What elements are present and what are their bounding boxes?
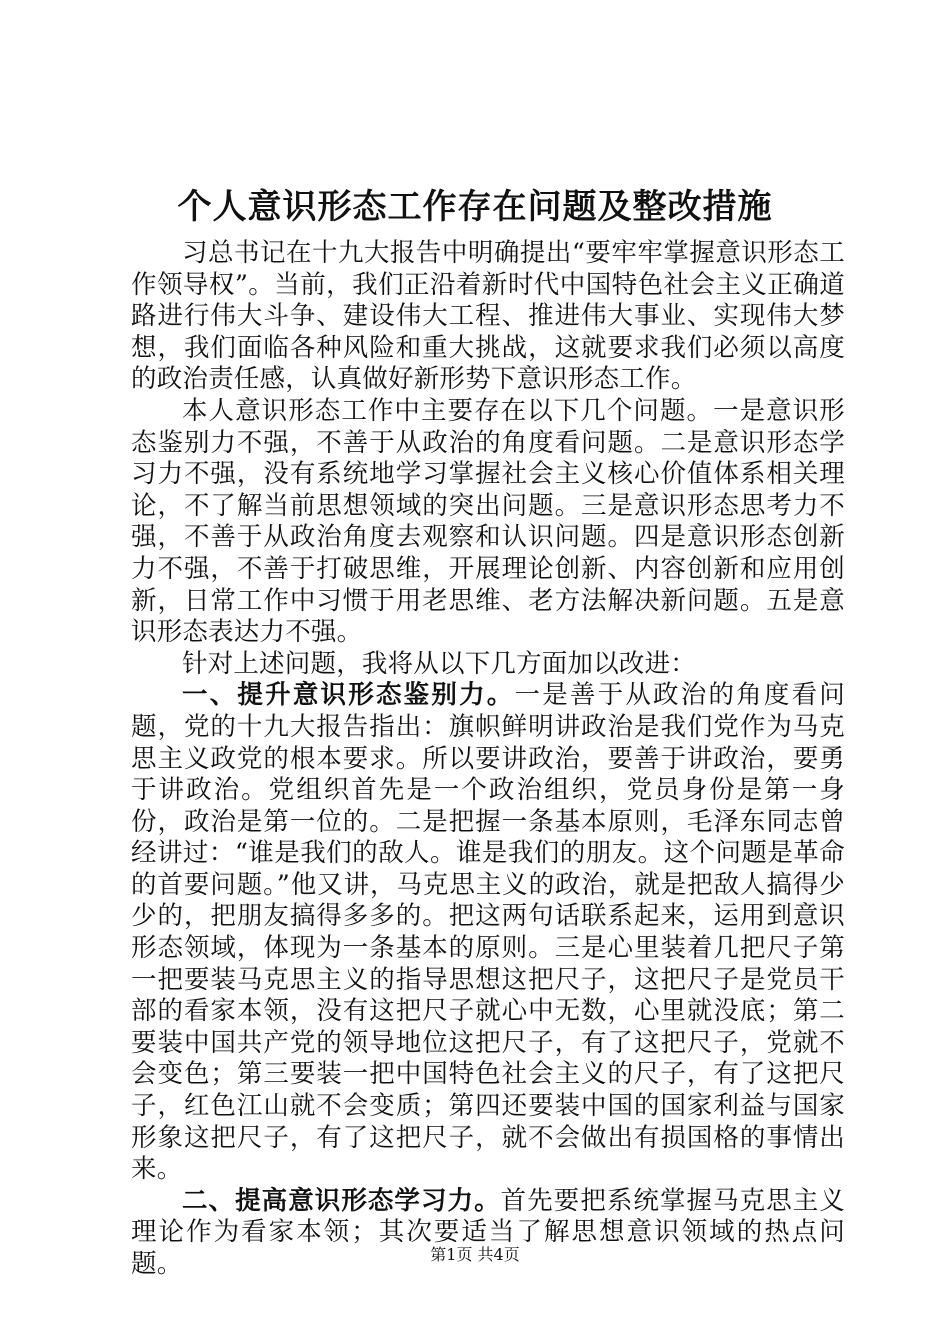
- page-number: 第1页 共4页: [430, 1245, 520, 1264]
- paragraph-measure-2: [131, 1186, 845, 1281]
- paragraph-measure-1: [131, 680, 845, 1186]
- paragraph-text: 首先要把系统掌握马克思主义理论作为看家本领；其次要适当了解思想意识领域的热点问题。: [131, 1185, 845, 1279]
- paragraph-text: 一是善于从政治的角度看问题，党的十九大报告指出：旗帜鲜明讲政治是我们党作为马克思主义政党的根本要求。所以要讲政治，要善于讲政治，要勇于讲政治。党组织首先是一个政治组织，党员身份是第一身份，政治是第一位的。二是把握一条基本原则，毛泽东同志曾经讲过：“谁是我们的敌人。谁是我们的朋友。这个问题是革命的首要问题。”他又讲，马克思主义的政治，就是把敌人搞得少少的，把朋友搞得多多的。把这两句话联系起来，运用到意识形态领域，体现为一条基本的原则。三是心里装着几把尺子第一把要装马克思主义的指导思想这把尺子，这把尺子是党员干部的看家本领，没有这把尺子就心中无数，心里就没底；第二要装中国共产党的领导地位这把尺子，有了这把尺子，党就不会变色；第三要装一把中国特色社会主义的尺子，有了这把尺子，红色江山就不会变质；第四还要装中国的国家利益与国家形象这把尺子，有了这把尺子，就不会做出有损国格的事情出来。: [131, 680, 845, 1185]
- section-heading-1: 一、提升意识形态鉴别力。: [182, 680, 515, 711]
- section-heading-2: 二、提高意识形态学习力。: [182, 1185, 501, 1216]
- paragraph-transition: [131, 649, 845, 681]
- paragraph-text: 习总书记在十九大报告中明确提出“要牢牢掌握意识形态工作领导权”。当前，我们正沿着新时代中国特色社会主义正确道路进行伟大斗争、建设伟大工程、推进伟大事业、实现伟大梦想，我们面临各种风险和重大挑战，这就要求我们必须以高度的政治责任感，认真做好新形势下意识形态工作。: [131, 238, 845, 395]
- paragraph-problems: [131, 396, 845, 649]
- paragraph-intro: [131, 238, 845, 396]
- paragraph-text: 本人意识形态工作中主要存在以下几个问题。一是意识形态鉴别力不强，不善于从政治的角度看问题。二是意识形态学习力不强，没有系统地学习掌握社会主义核心价值体系相关理论，不了解当前思想领域的突出问题。三是意识形态思考力不强，不善于从政治角度去观察和认识问题。四是意识形态创新力不强，不善于打破思维，开展理论创新、内容创新和应用创新，日常工作中习惯于用老思维、老方法解决新问题。五是意识形态表达力不强。: [131, 395, 845, 648]
- document-title: 个人意识形态工作存在问题及整改措施: [177, 187, 773, 227]
- paragraph-text: 针对上述问题，我将从以下几方面加以改进：: [182, 648, 697, 679]
- document-body: [131, 238, 845, 1281]
